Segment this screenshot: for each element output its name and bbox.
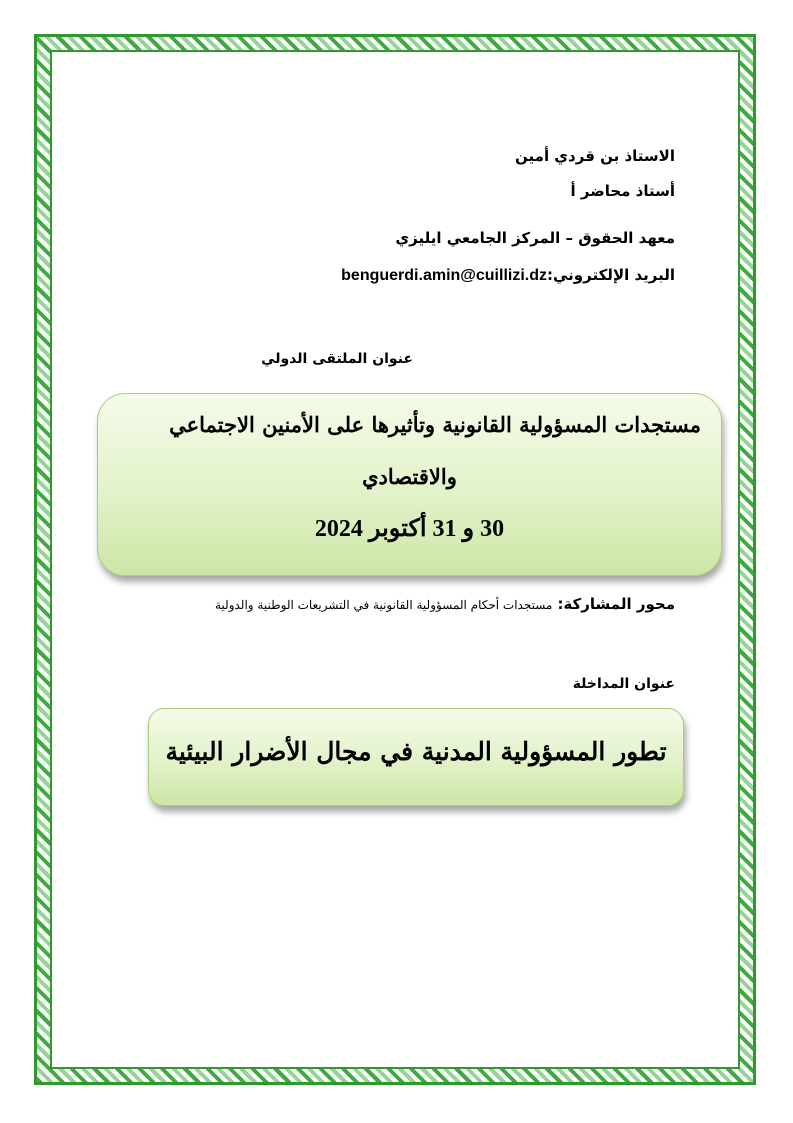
axis-value: مستجدات أحكام المسؤولية القانونية في التشريعات الوطنية والدولية bbox=[215, 598, 553, 612]
conference-title-box bbox=[97, 393, 722, 576]
conference-heading: عنوان الملتقى الدولي bbox=[261, 351, 413, 367]
author-rank: أستاذ محاضر أ bbox=[570, 182, 675, 200]
talk-heading: عنوان المداخلة bbox=[572, 676, 675, 692]
talk-title-box bbox=[148, 708, 684, 806]
axis-label: محور المشاركة: bbox=[557, 595, 675, 613]
email-address: benguerdi.amin@cuillizi.dz bbox=[341, 267, 547, 284]
conference-title-line2: والاقتصادي bbox=[362, 464, 457, 489]
participation-axis bbox=[215, 594, 675, 613]
email-label: البريد الإلكتروني: bbox=[547, 266, 675, 284]
talk-title: تطور المسؤولية المدنية في مجال الأضرار البيئية bbox=[165, 737, 667, 766]
author-institution: معهد الحقوق – المركز الجامعي ايليزي bbox=[395, 229, 675, 247]
conference-title-line1: مستجدات المسؤولية القانونية وتأثيرها على الأمنين الاجتماعي bbox=[169, 412, 701, 437]
author-name: الاستاذ بن قردي أمين bbox=[515, 147, 675, 165]
author-email-line bbox=[341, 266, 675, 285]
conference-date: 30 و 31 أكتوبر 2024 bbox=[314, 516, 505, 542]
